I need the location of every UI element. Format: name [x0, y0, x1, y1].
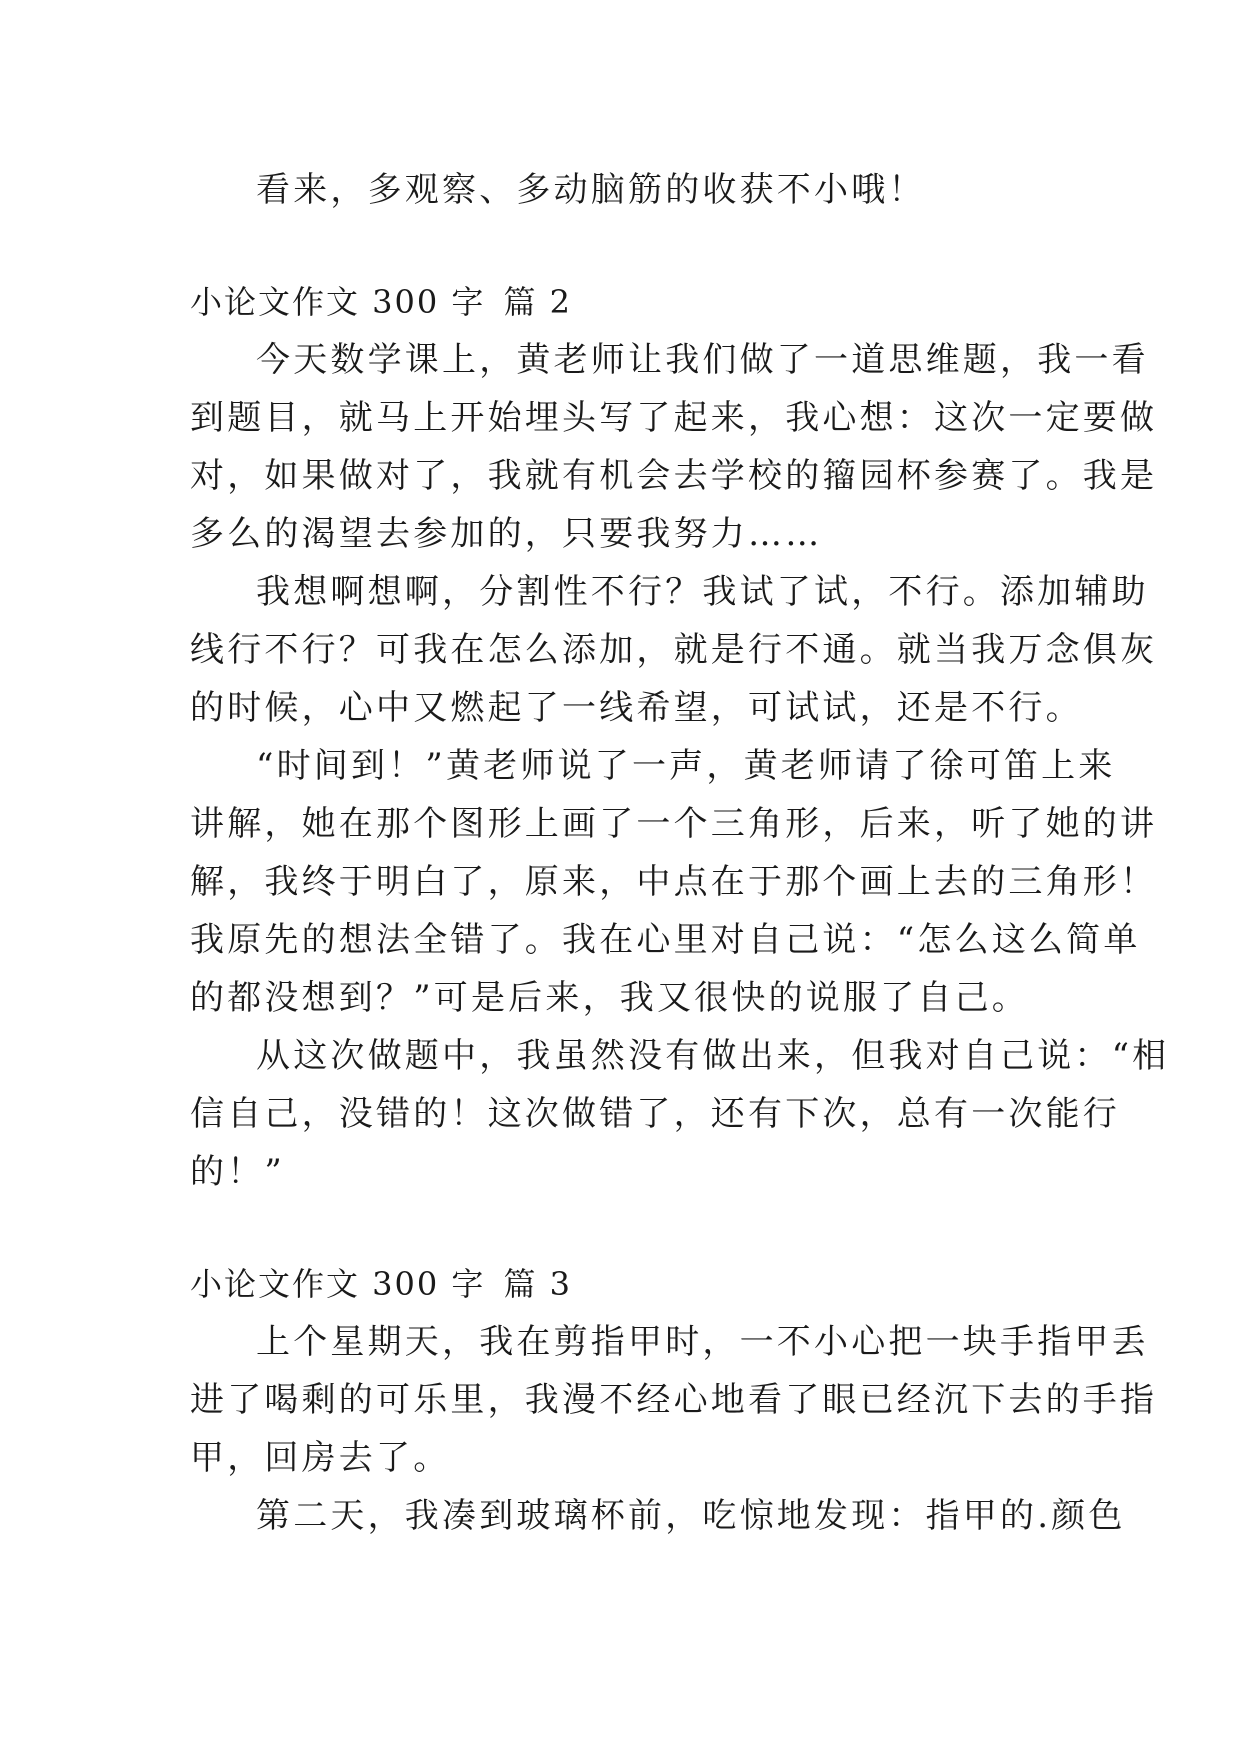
paragraph-line: 到题目，就马上开始埋头写了起来，我心想：这次一定要做: [190, 398, 1158, 438]
paragraph-line: “时间到！”黄老师说了一声，黄老师请了徐可笛上来: [256, 746, 1116, 786]
section-part: 篇 2: [503, 283, 572, 321]
section-part: 篇 3: [503, 1265, 572, 1303]
section-title: 小论文作文 300 字: [190, 283, 486, 321]
paragraph-line: 的！”: [190, 1152, 285, 1192]
paragraph-line: 的都没想到？”可是后来，我又很快的说服了自己。: [190, 978, 1029, 1018]
paragraph-line: 今天数学课上，黄老师让我们做了一道思维题，我一看: [256, 340, 1149, 380]
paragraph-line: 讲解，她在那个图形上画了一个三角形，后来，听了她的讲: [190, 804, 1158, 844]
paragraph-line: 信自己，没错的！这次做错了，还有下次，总有一次能行: [190, 1094, 1120, 1134]
paragraph-line: 甲，回房去了。: [190, 1438, 451, 1478]
paragraph-line: 上个星期天，我在剪指甲时，一不小心把一块手指甲丢: [256, 1322, 1149, 1362]
paragraph-line: 进了喝剩的可乐里，我漫不经心地看了眼已经沉下去的手指: [190, 1380, 1158, 1420]
section-heading: [190, 282, 572, 322]
paragraph-line: 我原先的想法全错了。我在心里对自己说：“怎么这么简单: [190, 920, 1141, 960]
section-heading: [190, 1264, 572, 1304]
paragraph-line: 看来，多观察、多动脑筋的收获不小哦！: [256, 170, 926, 210]
section-title: 小论文作文 300 字: [190, 1265, 486, 1303]
paragraph-line: 线行不行？可我在怎么添加，就是行不通。就当我万念俱灰: [190, 630, 1158, 670]
paragraph-line: 解，我终于明白了，原来，中点在于那个画上去的三角形！: [190, 862, 1158, 902]
paragraph-line: 的时候，心中又燃起了一线希望，可试试，还是不行。: [190, 688, 1083, 728]
paragraph-line: 从这次做题中，我虽然没有做出来，但我对自己说：“相: [256, 1036, 1170, 1076]
paragraph-line: 多么的渴望去参加的，只要我努力……: [190, 514, 823, 554]
paragraph-line: 第二天，我凑到玻璃杯前，吃惊地发现：指甲的.颜色: [256, 1496, 1126, 1536]
paragraph-line: 我想啊想啊，分割性不行？我试了试，不行。添加辅助: [256, 572, 1149, 612]
paragraph-line: 对，如果做对了，我就有机会去学校的籀园杯参赛了。我是: [190, 456, 1158, 496]
